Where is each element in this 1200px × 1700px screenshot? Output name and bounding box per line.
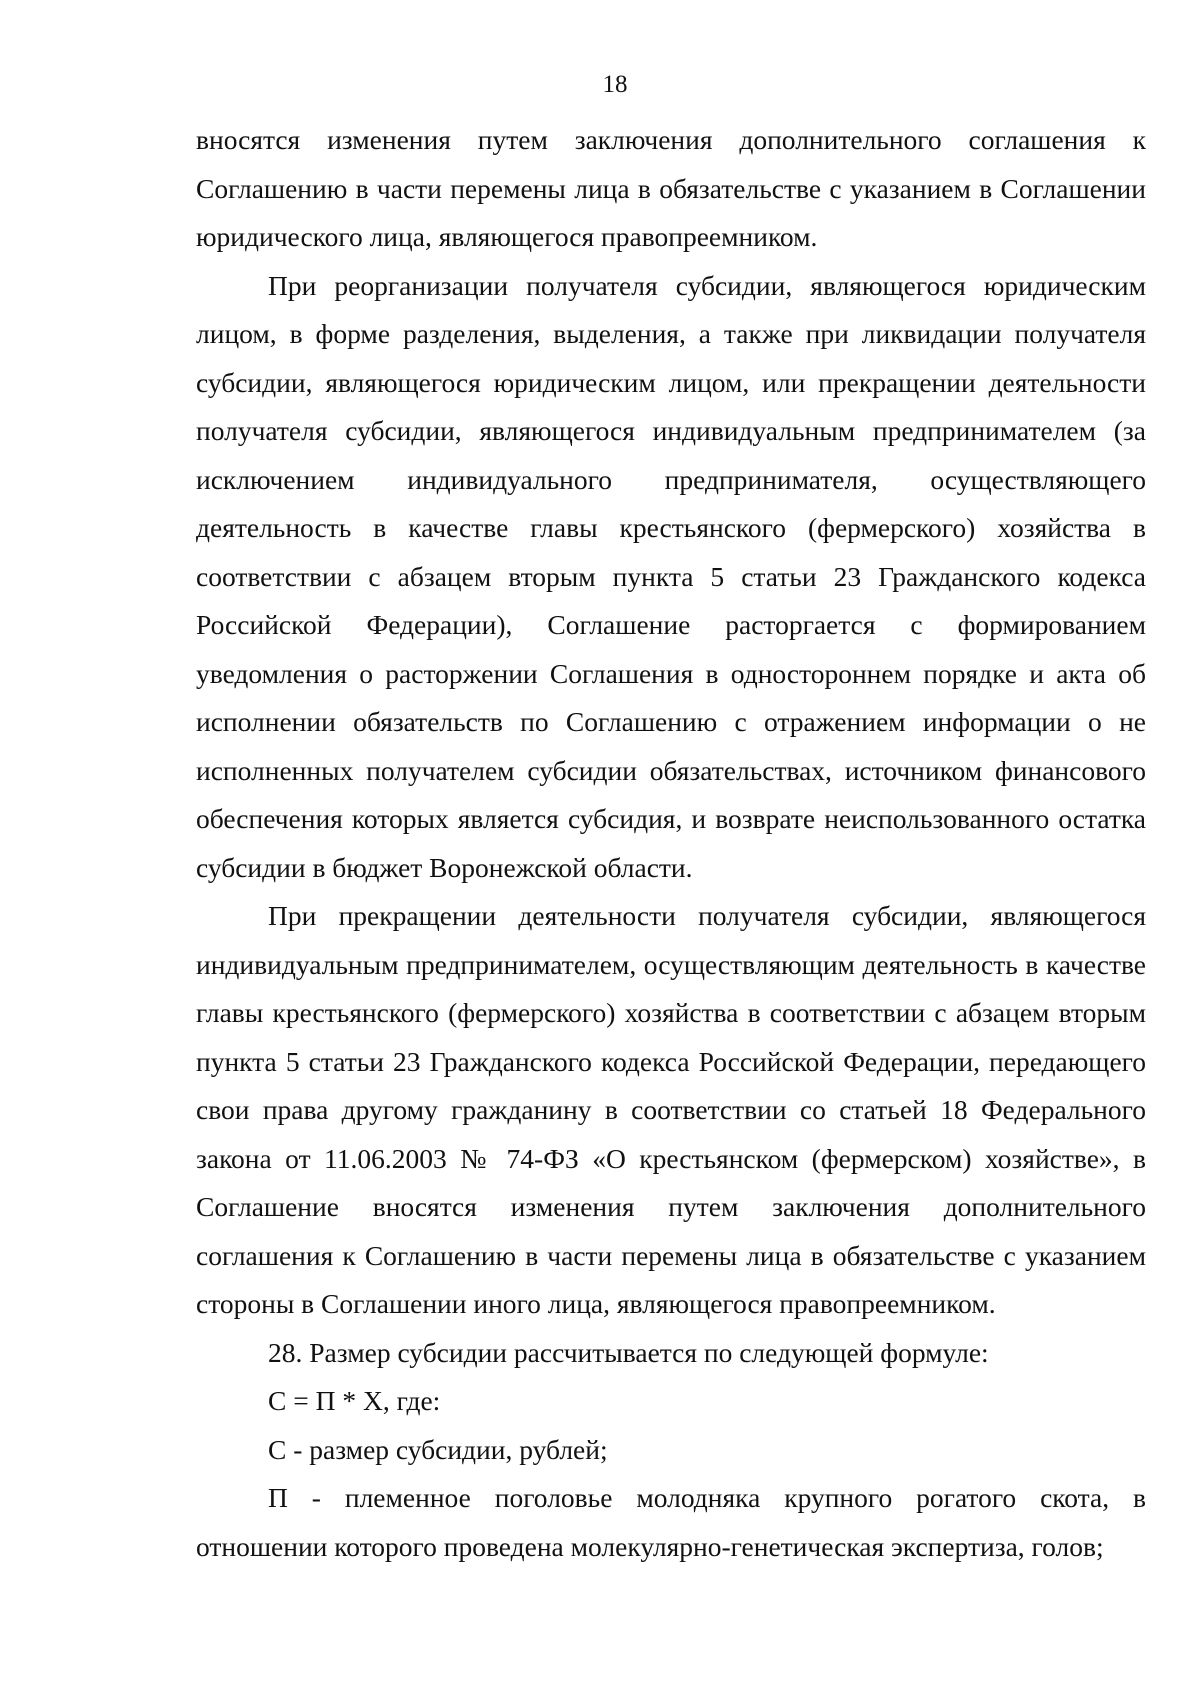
formula-definition-p: П - племенное поголовье молодняка крупного рогатого скота, в отношении которого проведена молекулярно-генетическая экспертиза, голов;: [196, 1482, 1146, 1562]
document-body: [196, 116, 1146, 1571]
paragraph-continuation: вносятся изменения путем заключения дополнительного соглашения к Соглашению в части перемены лица в обязательстве с указанием в Соглашении юридического лица, являющегося правопреемником.: [196, 124, 1146, 252]
formula-definition-c: С - размер субсидии, рублей;: [268, 1433, 608, 1465]
paragraph-section-28: 28. Размер субсидии рассчитывается по следующей формуле:: [268, 1336, 989, 1368]
page-number: 18: [602, 71, 628, 98]
paragraph-termination: При прекращении деятельности получателя субсидии, являющегося индивидуальным предпринимателем, осуществляющим деятельность в качестве главы крестьянского (фермерского) хозяйства в соответствии с абзацем вторым пункта 5 статьи 23 Гражданского кодекса Российской Федерации, передающего свои права другому гражданину в соответствии со статьей 18 Федерального закона от 11.06.2003 № 74-ФЗ «О крестьянском (фермерском) хозяйстве», в Соглашение вносятся изменения путем заключения дополнительного соглашения к Соглашению в части перемены лица в обязательстве с указанием стороны в Соглашении иного лица, являющегося правопреемником.: [196, 900, 1146, 1319]
paragraph-reorganization: При реорганизации получателя субсидии, являющегося юридическим лицом, в форме разделения, выделения, а также при ликвидации получателя субсидии, являющегося юридическим лицом, или прекращении деятельности получателя субсидии, являющегося индивидуальным предпринимателем (за исключением индивидуального предпринимателя, осуществляющего деятельность в качестве главы крестьянского (фермерского) хозяйства в соответствии с абзацем вторым пункта 5 статьи 23 Гражданского кодекса Российской Федерации), Соглашение расторгается с формированием уведомления о расторжении Соглашения в одностороннем порядке и акта об исполнении обязательств по Соглашению с отражением информации о не исполненных получателем субсидии обязательствах, источником финансового обеспечения которых является субсидия, и возврате неиспользованного остатка субсидии в бюджет Воронежской области.: [196, 269, 1146, 883]
formula-line: С = П * Х, где:: [268, 1385, 441, 1416]
